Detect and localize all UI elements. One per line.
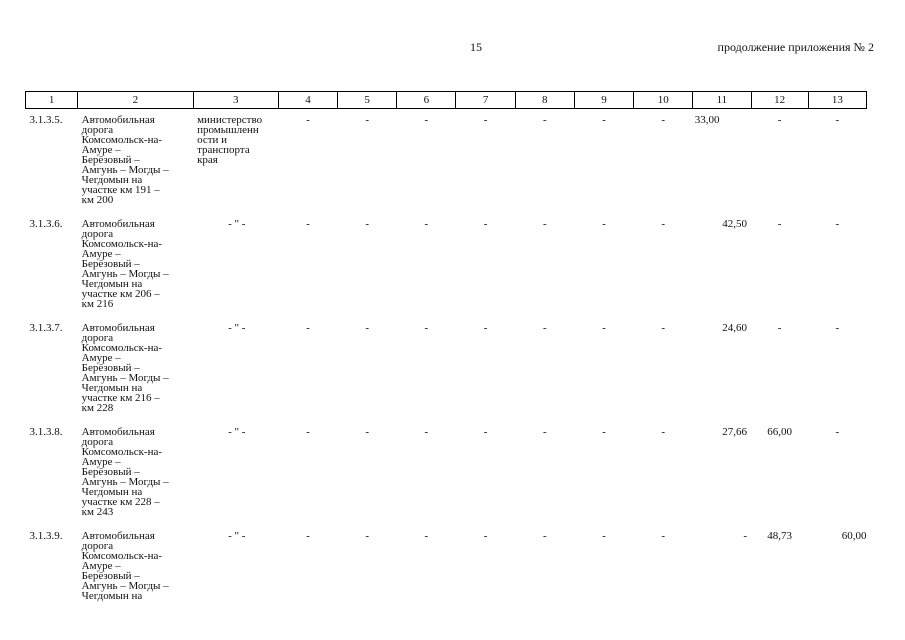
road-name: Автомобильная дорога Комсомольск-на- Амуре – Берёзовый – Амгунь – Могды – Чегдомын на участке км 216 – км 228 [81, 322, 169, 414]
cell-col-12: - [777, 218, 782, 230]
cell-col-5: - [365, 114, 370, 126]
cell-col-11: 24,60 [722, 322, 747, 334]
cell-col-10: - [661, 218, 666, 230]
column-header: 4 [278, 92, 337, 109]
responsible-body: - " - [228, 322, 246, 334]
cell-col-7: - [483, 426, 488, 438]
cell-col-4: - [306, 426, 310, 438]
cell-col-8: - [542, 530, 547, 542]
cell-col-10: - [661, 426, 666, 438]
cell-col-12: - [777, 114, 782, 126]
column-header: 13 [808, 92, 866, 109]
cell-col-13: - [835, 218, 840, 230]
row-number: 3.1.3.7. [29, 322, 63, 334]
cell-col-11: - [743, 530, 747, 542]
cell-col-13: - [835, 426, 840, 438]
cell-col-7: - [483, 530, 488, 542]
column-header: 12 [751, 92, 808, 109]
responsible-body: - " - [228, 218, 246, 230]
cell-col-5: - [365, 322, 370, 334]
cell-col-9: - [602, 426, 606, 438]
table-row [26, 213, 867, 317]
cell-col-13: - [835, 322, 840, 334]
column-header: 2 [78, 92, 193, 109]
cell-col-12: - [777, 322, 782, 334]
table-row [26, 421, 867, 525]
table-row [26, 109, 867, 214]
column-header: 6 [397, 92, 456, 109]
cell-col-5: - [365, 530, 370, 542]
responsible-body: - " - [228, 426, 246, 438]
cell-col-9: - [602, 530, 606, 542]
cell-col-12: 48,73 [767, 530, 792, 542]
cell-col-9: - [602, 114, 606, 126]
column-header: 11 [693, 92, 751, 109]
cell-col-13: 60,00 [841, 530, 867, 542]
row-number: 3.1.3.8. [29, 426, 63, 438]
cell-col-9: - [602, 322, 606, 334]
table-row [26, 317, 867, 421]
cell-col-4: - [306, 218, 310, 230]
cell-col-7: - [483, 218, 488, 230]
cell-col-4: - [306, 530, 310, 542]
table-row [26, 525, 867, 611]
cell-col-8: - [542, 114, 547, 126]
road-name: Автомобильная дорога Комсомольск-на- Амуре – Берёзовый – Амгунь – Могды – Чегдомын на участке км 191 – км 200 [81, 114, 169, 206]
table-header-row [26, 92, 867, 109]
row-number: 3.1.3.6. [29, 218, 63, 230]
cell-col-6: - [424, 530, 429, 542]
column-header: 3 [193, 92, 278, 109]
cell-col-11: 42,50 [722, 218, 747, 230]
cell-col-6: - [424, 426, 429, 438]
cell-col-8: - [542, 426, 547, 438]
cell-col-6: - [424, 218, 429, 230]
column-header: 7 [456, 92, 515, 109]
road-name: Автомобильная дорога Комсомольск-на- Амуре – Берёзовый – Амгунь – Могды – Чегдомын на участке км 206 – км 216 [81, 218, 169, 310]
column-header: 5 [338, 92, 397, 109]
responsible-body: министерство промышленн ости и транспорта края [197, 114, 263, 166]
cell-col-4: - [306, 114, 310, 126]
cell-col-6: - [424, 322, 429, 334]
responsible-body: - " - [228, 530, 246, 542]
cell-col-6: - [424, 114, 429, 126]
appendix-continuation-note: продолжение приложения № 2 [717, 40, 874, 54]
column-header: 8 [515, 92, 574, 109]
cell-col-10: - [661, 530, 666, 542]
cell-col-8: - [542, 218, 547, 230]
cell-col-10: - [661, 114, 666, 126]
cell-col-11: 27,66 [722, 426, 747, 438]
cell-col-5: - [365, 426, 370, 438]
row-number: 3.1.3.9. [29, 530, 63, 542]
column-header: 10 [634, 92, 693, 109]
cell-col-8: - [542, 322, 547, 334]
cell-col-7: - [483, 114, 488, 126]
cell-col-5: - [365, 218, 370, 230]
cell-col-7: - [483, 322, 488, 334]
appendix-table [25, 91, 867, 611]
cell-col-11: 33,00 [694, 114, 720, 126]
cell-col-12: 66,00 [767, 426, 792, 438]
row-number: 3.1.3.5. [29, 114, 63, 126]
road-name: Автомобильная дорога Комсомольск-на- Амуре – Берёзовый – Амгунь – Могды – Чегдомын на участке км 228 – км 243 [81, 426, 169, 518]
cell-col-10: - [661, 322, 666, 334]
cell-col-13: - [835, 114, 840, 126]
column-header: 1 [26, 92, 78, 109]
column-header: 9 [574, 92, 633, 109]
road-name: Автомобильная дорога Комсомольск-на- Амуре – Берёзовый – Амгунь – Могды – Чегдомын на [81, 530, 169, 602]
cell-col-4: - [306, 322, 310, 334]
page-number: 15 [470, 40, 482, 54]
cell-col-9: - [602, 218, 606, 230]
